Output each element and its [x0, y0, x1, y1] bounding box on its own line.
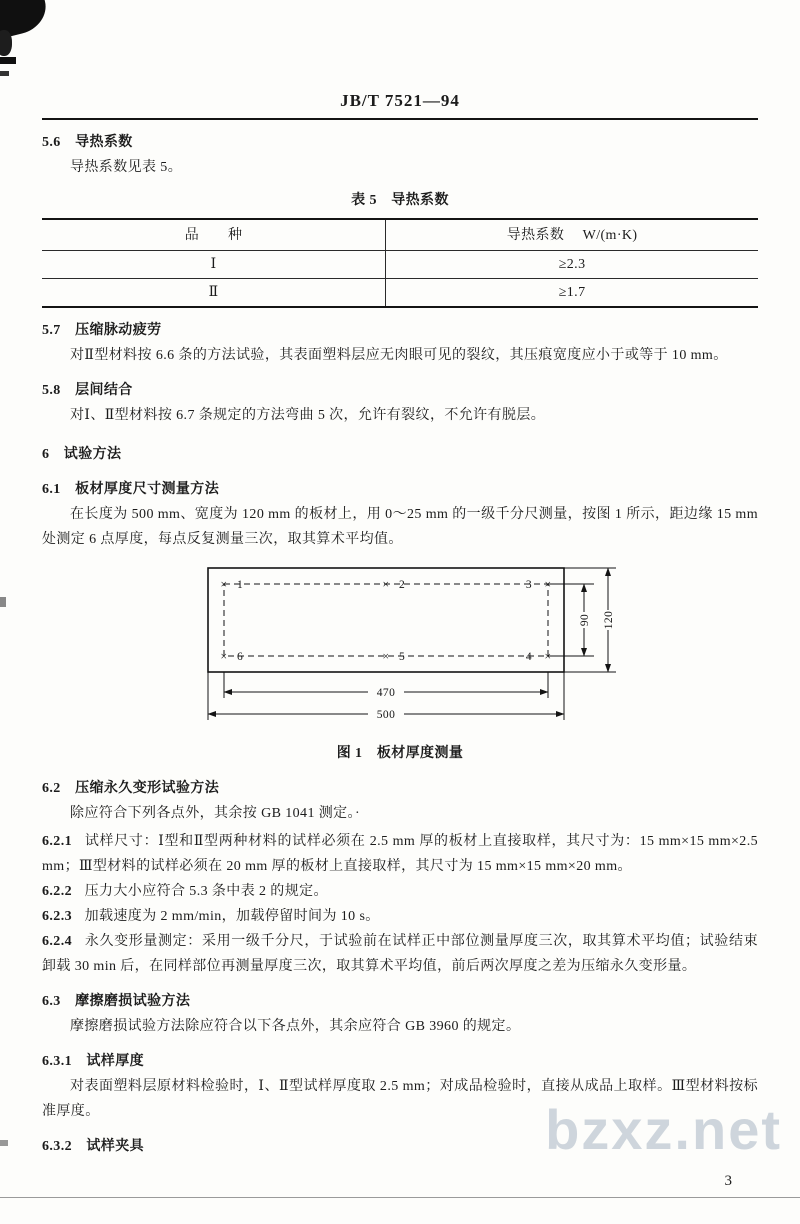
figure1 — [200, 560, 758, 739]
point-cross-icon: × — [382, 649, 390, 663]
table-row — [42, 251, 758, 279]
section-6-3-2-title: 6.3.2 试样夹具 — [42, 1139, 144, 1154]
section-6-1-body: 在长度为 500 mm、宽度为 120 mm 的板材上，用 0～25 mm 的一级千分尺测量，按图 1 所示，距边缘 15 mm 处测定 6 点厚度，每点反复测量三次，取其算术平均值。 — [42, 507, 758, 547]
figure-point-label-2: 2 — [399, 579, 406, 591]
table-cell-kind: Ⅱ — [42, 279, 386, 308]
dim-label-500: 500 — [376, 709, 396, 721]
watermark: bzxz.net — [545, 1098, 782, 1161]
scan-artifact — [0, 57, 16, 64]
clause-number: 6.2.2 — [42, 884, 72, 899]
figure-point-label-1: 1 — [237, 579, 244, 591]
measure-line-dashed — [224, 584, 548, 656]
section-6-2-title: 6.2 压缩永久变形试验方法 — [42, 781, 220, 796]
figure-point-label-5: 5 — [399, 651, 406, 663]
page-number: 3 — [724, 1173, 732, 1189]
figure1-caption: 图 1 板材厚度测量 — [336, 746, 464, 761]
table-header-value: 导热系数 W/(m·K) — [386, 219, 758, 251]
header-rule — [42, 118, 758, 120]
clause-6-2-4 — [42, 929, 758, 979]
section-6-3-1-body: 对表面塑料层原材料检验时，Ⅰ、Ⅱ型试样厚度取 2.5 mm；对成品检验时，直接从成品上取样。Ⅲ型材料按标准厚度。 — [42, 1079, 758, 1119]
table-header-row — [42, 219, 758, 251]
scan-artifact — [0, 71, 9, 76]
table-cell-value: ≥2.3 — [386, 251, 758, 279]
clause-text: 压力大小应符合 5.3 条中表 2 的规定。 — [84, 884, 328, 899]
section-5-8-body: 对Ⅰ、Ⅱ型材料按 6.7 条规定的方法弯曲 5 次，允许有裂纹，不允许有脱层。 — [70, 408, 546, 423]
figure-point-label-4: 4 — [525, 651, 532, 663]
section-5-8-title: 5.8 层间结合 — [42, 383, 133, 398]
point-cross-icon: × — [544, 577, 552, 591]
table-5-caption: 表 5 导热系数 — [351, 193, 449, 208]
section-6-3-title: 6.3 摩擦磨损试验方法 — [42, 994, 191, 1009]
section-5-7-body: 对Ⅱ型材料按 6.6 条的方法试验，其表面塑料层应无肉眼可见的裂纹，其压痕宽度应小于或等于 10 mm。 — [70, 348, 728, 363]
doc-number: JB/T 7521—94 — [340, 91, 460, 110]
section-5-6-body: 导热系数见表 5。 — [70, 160, 183, 175]
clause-text: 加载速度为 2 mm/min，加载停留时间为 10 s。 — [84, 909, 380, 924]
table-row — [42, 279, 758, 308]
clause-number: 6.2.3 — [42, 909, 72, 924]
dim-label-90: 90 — [579, 613, 591, 627]
table-header-kind: 品 种 — [42, 219, 386, 251]
table-cell-kind: Ⅰ — [42, 251, 386, 279]
figure1-diagram — [200, 560, 630, 730]
figure-point-label-6: 6 — [237, 651, 244, 663]
dim-label-470: 470 — [376, 687, 396, 699]
clause-number: 6.2.4 — [42, 934, 72, 949]
clause-text: 永久变形量测定：采用一级千分尺，于试验前在试样正中部位测量厚度三次，取其算术平均值；试验结束卸载 30 min 后，在同样部位再测量厚度三次，取其算术平均值，前后两次厚度之差为压缩永久变形量。 — [42, 934, 758, 974]
scan-artifact — [0, 597, 6, 607]
bottom-rule — [0, 1197, 800, 1198]
point-cross-icon: × — [544, 649, 552, 663]
clause-6-2-1 — [42, 829, 758, 879]
clause-text: 试样尺寸：Ⅰ型和Ⅱ型两种材料的试样必须在 2.5 mm 厚的板材上直接取样，其尺寸为：15 mm×15 mm×2.5 mm；Ⅲ型材料的试样必须在 20 mm 厚的板材上直接取样，其尺寸为 15 mm×15 mm×20 mm。 — [42, 834, 758, 874]
figure-point-label-3: 3 — [525, 579, 532, 591]
section-6-title: 6 试验方法 — [42, 447, 122, 462]
point-cross-icon: × — [220, 577, 228, 591]
dim-label-120: 120 — [603, 610, 615, 630]
table-cell-value: ≥1.7 — [558, 285, 586, 300]
scan-artifact — [0, 1140, 8, 1146]
table-5 — [42, 218, 758, 308]
clause-6-2-3 — [42, 904, 758, 929]
section-6-2-body: 除应符合下列各点外，其余按 GB 1041 测定。· — [70, 806, 361, 821]
section-6-1-title: 6.1 板材厚度尺寸测量方法 — [42, 482, 220, 497]
section-5-7-title: 5.7 压缩脉动疲劳 — [42, 323, 162, 338]
point-cross-icon: × — [382, 577, 390, 591]
section-6-3-1-title: 6.3.1 试样厚度 — [42, 1054, 144, 1069]
section-5-6-title: 5.6 导热系数 — [42, 135, 133, 150]
point-cross-icon: × — [220, 649, 228, 663]
clause-6-2-2 — [42, 879, 758, 904]
section-6-3-body: 摩擦磨损试验方法除应符合以下各点外，其余应符合 GB 3960 的规定。 — [70, 1019, 521, 1034]
clause-number: 6.2.1 — [42, 834, 72, 849]
